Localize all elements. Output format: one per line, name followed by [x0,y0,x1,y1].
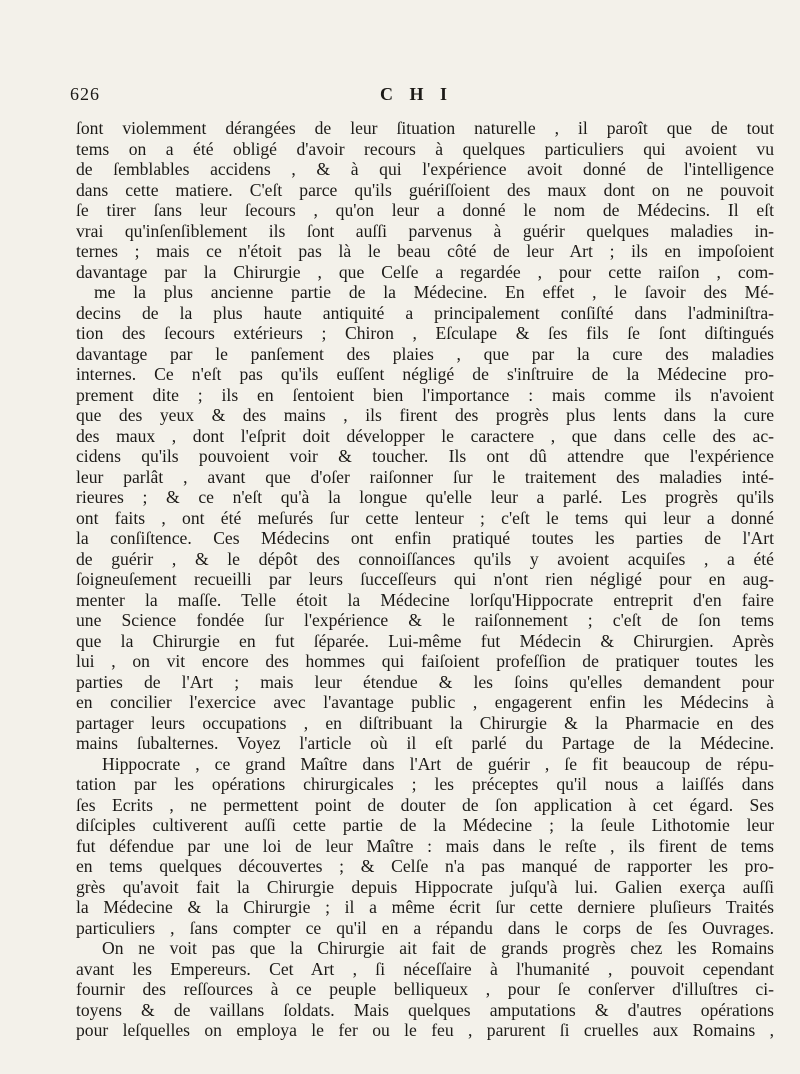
text-line: la Médecine & la Chirurgie ; il a même écrit ſur cette derniere pluſieurs Traités [76,897,774,917]
running-head: C H I [380,84,454,104]
text-line: grès qu'avoit fait la Chirurgie depuis Hippocrate juſqu'à lui. Galien exerça auſſi [76,876,774,897]
text-line: parties de l'Art ; mais leur étendue & les ſoins qu'elles demandent pour [76,671,774,692]
text-line: que des yeux & des mains , ils firent des progrès plus lents dans la cure [76,405,774,425]
text-line: une Science fondée ſur l'expérience & le raiſonnement ; c'eſt de ſon tems [76,610,774,630]
text-line: vrai qu'inſenſiblement ils ſont auſſi parvenus à guérir quelques maladies in- [76,220,774,241]
text-line: ternes ; mais ce n'étoit pas là le beau côté de leur Art ; ils en impoſoient [76,241,774,261]
text-line: leur parlât , avant que d'oſer raiſonner ſur le traitement des maladies inté- [76,466,774,487]
text-line: ſe tirer ſans leur ſecours , qu'on leur a donné le nom de Médecins. Il eſt [76,200,774,220]
text-line: des maux , dont l'eſprit doit développer le caractere , que dans celle des ac- [76,425,774,446]
text-line: partager leurs occupations , en diſtribuant la Chirurgie & la Pharmacie en des [76,712,774,733]
text-line: lui , on vit encore des hommes qui faiſoient profeſſion de pratiquer toutes les [76,651,774,671]
text-line: toyens & de vaillans ſoldats. Mais quelques amputations & d'autres opérations [76,999,774,1020]
text-line: decins de la plus haute antiquité a principalement conſiſté dans l'adminiſtra- [76,302,774,323]
text-line: tation par les opérations chirurgicales ; les préceptes qu'il nous a laiſſés dans [76,774,774,794]
text-line: avant les Empereurs. Cet Art , ſi néceſſaire à l'humanité , pouvoit cependant [76,958,774,979]
text-line: davantage par la Chirurgie , que Celſe a regardée , pour cette raiſon , com- [76,261,774,282]
text-line: me la plus ancienne partie de la Médecine. En effet , le ſavoir des Mé- [94,282,774,302]
text-line: que la Chirurgie en fut ſéparée. Lui-même fut Médecin & Chirurgien. Après [76,630,774,651]
text-line: Hippocrate , ce grand Maître dans l'Art de guérir , ſe fit beaucoup de répu- [102,753,774,774]
text-line: rieures ; & ce n'eſt qu'à la longue qu'elle leur a parlé. Les progrès qu'ils [76,487,774,507]
text-line: en tems quelques découvertes ; & Celſe n'a pas manqué de rapporter les pro- [76,856,774,876]
text-line: internes. Ce n'eſt pas qu'ils euſſent négligé de s'inſtruire de la Médecine pro- [76,364,774,384]
page-number: 626 [70,84,100,104]
page-header [70,84,770,108]
text-line: fournir des reſſources à ce peuple belliqueux , pour ſe conſerver d'illuſtres ci- [76,979,774,999]
text-line: menter la maſſe. Telle étoit la Médecine lorſqu'Hippocrate entreprit d'en faire [76,589,774,610]
text-line: de ſemblables accidens , & à qui l'expérience avoit donné de l'intelligence [76,159,774,179]
text-line: ſes Ecrits , ne permettent point de douter de ſon application à cet égard. Ses [76,794,774,815]
text-line: tems on a été obligé d'avoir recours à quelques particuliers qui avoient vu [76,138,774,159]
text-line: particuliers , ſans compter ce qu'il en a répandu dans le corps de ſes Ouvrages. [76,917,774,938]
text-line: tion des ſecours extérieurs ; Chiron , Eſculape & ſes fils ſe ſont diſtingués [76,323,774,343]
body-text [76,118,774,1041]
text-line: fut défendue par une loi de leur Maître : mais dans le reſte , ils firent de tems [76,835,774,856]
text-line: davantage par le panſement des plaies , que par la cure des maladies [76,343,774,364]
text-line: diſciples cultiverent auſſi cette partie de la Médecine ; la ſeule Lithotomie leur [76,815,774,835]
text-line: mains ſubalternes. Voyez l'article où il eſt parlé du Partage de la Médecine. [76,733,774,753]
text-line: prement dite ; ils en ſentoient bien l'importance : mais comme ils n'avoient [76,384,774,405]
text-line: la conſiſtence. Ces Médecins ont enfin pratiqué toutes les parties de l'Art [76,528,774,548]
text-line: de guérir , & le dépôt des connoiſſances qu'ils y avoient acquiſes , a été [76,548,774,569]
text-line: en concilier l'exercice avec l'avantage public , engagerent enfin les Médecins à [76,692,774,712]
text-line: On ne voit pas que la Chirurgie ait fait de grands progrès chez les Romains [102,938,774,958]
text-line: cidens qu'ils pouvoient voir & toucher. Ils ont dû attendre que l'expérience [76,446,774,466]
text-line: dans cette matiere. C'eſt parce qu'ils guériſſoient des maux dont on ne pouvoit [76,179,774,200]
text-line: ſoigneuſement recueilli par leurs ſucceſſeurs qui n'ont rien négligé pour en aug- [76,569,774,589]
text-line: ſont violemment dérangées de leur ſituation naturelle , il paroît que de tout [76,118,774,138]
text-line: ont faits , ont été meſurés ſur cette lenteur ; c'eſt le tems qui leur a donné [76,507,774,528]
text-line: pour leſquelles on employa le fer ou le feu , parurent ſi cruelles aux Romains , [76,1020,774,1040]
